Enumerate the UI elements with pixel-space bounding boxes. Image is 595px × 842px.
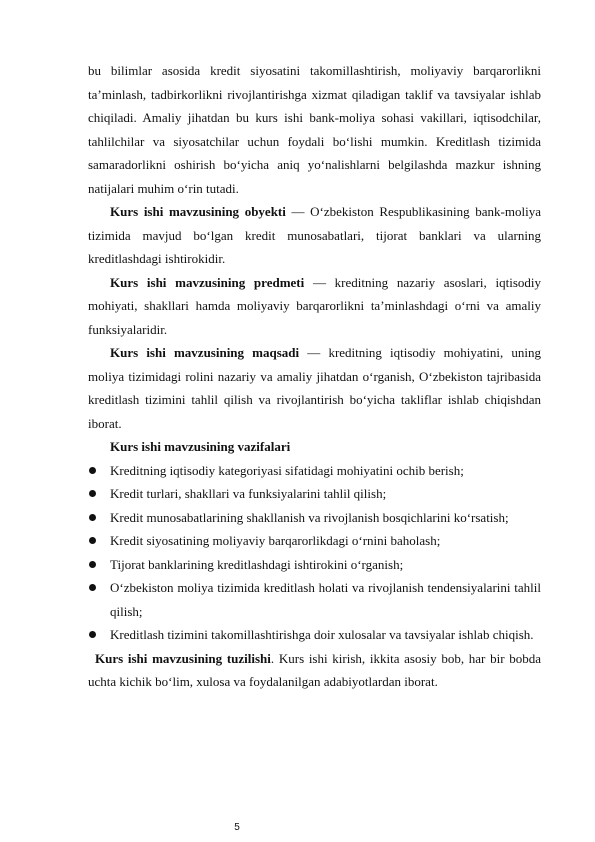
list-item	[88, 529, 541, 553]
bullet-icon	[89, 537, 96, 544]
list-item	[88, 482, 541, 506]
structure-paragraph	[88, 647, 541, 694]
object-text: — O‘zbekiston Respublikasining bank-moliya tizimida mavjud bo‘lgan kredit munosabatlari, tijorat banklari va ularning kreditlashdagi ishtirokidir.	[88, 204, 541, 266]
list-item-text: O‘zbekiston moliya tizimida kreditlash holati va rivojlanish tendensiyalarini tahlil qilish;	[110, 580, 541, 619]
list-item	[88, 623, 541, 647]
bullet-icon	[89, 584, 96, 591]
subject-label: Kurs ishi mavzusining predmeti	[110, 274, 305, 290]
page-number: 5	[234, 822, 240, 833]
bullet-icon	[89, 561, 96, 568]
bullet-icon	[89, 490, 96, 497]
bullet-icon	[89, 514, 96, 521]
list-item	[88, 553, 541, 577]
list-item-text: Kreditlash tizimini takomillashtirishga doir xulosalar va tavsiyalar ishlab chiqish.	[110, 627, 534, 642]
tasks-heading-text: Kurs ishi mavzusining vazifalari	[110, 439, 291, 454]
intro-paragraph: bu bilimlar asosida kredit siyosatini takomillashtirish, moliyaviy barqarorlikni ta’minlash, tadbirkorlikni rivojlantirishga xizmat qiladigan taklif va tavsiyalar ishlab chiqiladi. Amaliy jihatdan bu kurs ishi bank-moliya sohasi vakillari, iqtisodchilar, tahlilchilar va siyosatchilar uchun foydali bo‘lishi mumkin. Kreditlash tizimida samaradorlikni oshirish bo‘yicha aniq yo‘nalishlarni belgilashda mazkur ishning natijalari muhim o‘rin tutadi.	[88, 63, 541, 196]
list-item-text: Tijorat banklarining kreditlashdagi ishtirokini o‘rganish;	[110, 556, 404, 572]
bullet-icon	[89, 631, 96, 638]
object-paragraph	[88, 200, 541, 271]
list-item	[88, 576, 541, 623]
list-item-text: Kredit munosabatlarining shakllanish va rivojlanish bosqichlarini ko‘rsatish;	[110, 509, 509, 525]
bullet-icon	[89, 467, 96, 474]
list-item-text: Kredit turlari, shakllari va funksiyalarini tahlil qilish;	[110, 486, 387, 501]
tasks-heading	[88, 435, 541, 459]
list-item-text: Kreditning iqtisodiy kategoriyasi sifatidagi mohiyatini ochib berish;	[110, 462, 464, 478]
subject-text: — kreditning nazariy asoslari, iqtisodiy mohiyati, shakllari hamda moliyaviy barqarorlikni ta’minlashdagi o‘rni va amaliy funksiyalaridir.	[88, 274, 542, 337]
list-item	[88, 459, 541, 483]
structure-label: Kurs ishi mavzusining tuzilishi	[95, 650, 271, 666]
tasks-list	[88, 459, 541, 647]
document-page	[88, 59, 541, 694]
object-label: Kurs ishi mavzusining obyekti	[110, 204, 286, 219]
goal-paragraph	[88, 341, 541, 435]
list-item-text: Kredit siyosatining moliyaviy barqarorlikdagi o‘rnini baholash;	[110, 533, 441, 548]
list-item	[88, 506, 541, 530]
structure-text: . Kurs ishi kirish, ikkita asosiy bob, har bir bobda uchta kichik bo‘lim, xulosa va foydalanilgan adabiyotlardan iborat.	[88, 650, 541, 689]
goal-label: Kurs ishi mavzusining maqsadi	[110, 345, 300, 360]
subject-paragraph	[88, 271, 541, 342]
goal-text: — kreditning iqtisodiy mohiyatini, uning moliya tizimidagi rolini nazariy va amaliy jihatdan o‘rganish, O‘zbekiston tajribasida kreditlash tizimini tahlil qilish va rivojlantirish bo‘yicha takliflar ishlab chiqishdan iborat.	[88, 345, 542, 431]
